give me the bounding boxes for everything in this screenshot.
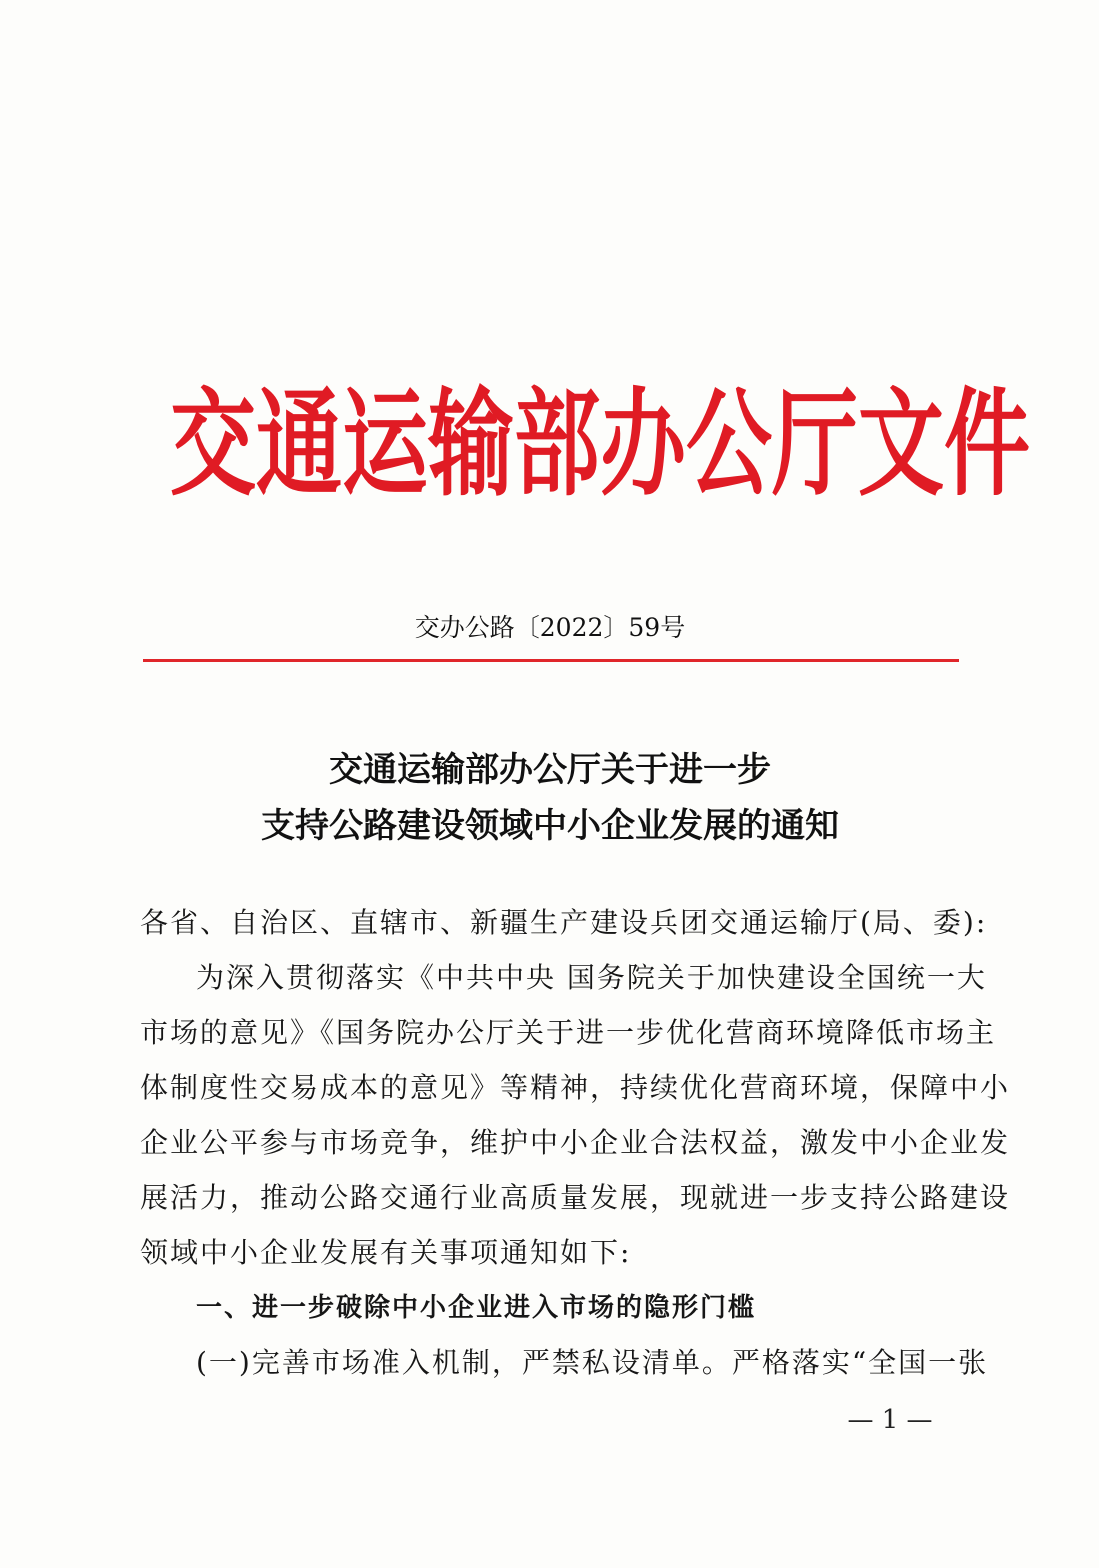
paragraph-1-line-3: 体制度性交易成本的意见》等精神，持续优化营商环境，保障中小 [140, 1071, 1011, 1104]
paragraph-1-line-2: 市场的意见》《国务院办公厅关于进一步优化营商环境降低市场主 [140, 1016, 997, 1049]
item-1-line: (一)完善市场准入机制，严禁私设清单。严格落实“全国一张 [196, 1346, 989, 1379]
paragraph-1-line-5: 展活力，推动公路交通行业高质量发展，现就进一步支持公路建设 [140, 1181, 1011, 1214]
document-title [140, 742, 960, 854]
paragraph-1-line-6: 领域中小企业发展有关事项通知如下: [140, 1236, 632, 1269]
issuer-header: 交通运输部办公厅文件 [170, 377, 1030, 513]
paragraph-1-line-4: 企业公平参与市场竞争，维护中小企业合法权益，激发中小企业发 [140, 1126, 1011, 1159]
red-separator-line [143, 659, 959, 662]
page-number: — 1 — [847, 1405, 933, 1435]
section-1-heading: 一、进一步破除中小企业进入市场的隐形门槛 [196, 1293, 757, 1323]
title-line-2: 支持公路建设领域中小企业发展的通知 [261, 806, 839, 846]
title-line-1: 交通运输部办公厅关于进一步 [329, 750, 771, 790]
recipients-line: 各省、自治区、直辖市、新疆生产建设兵团交通运输厅(局、委): [140, 906, 988, 939]
document-number: 交办公路〔2022〕59号 [414, 613, 686, 642]
paragraph-1-line-1: 为深入贯彻落实《中共中央 国务院关于加快建设全国统一大 [196, 961, 987, 994]
